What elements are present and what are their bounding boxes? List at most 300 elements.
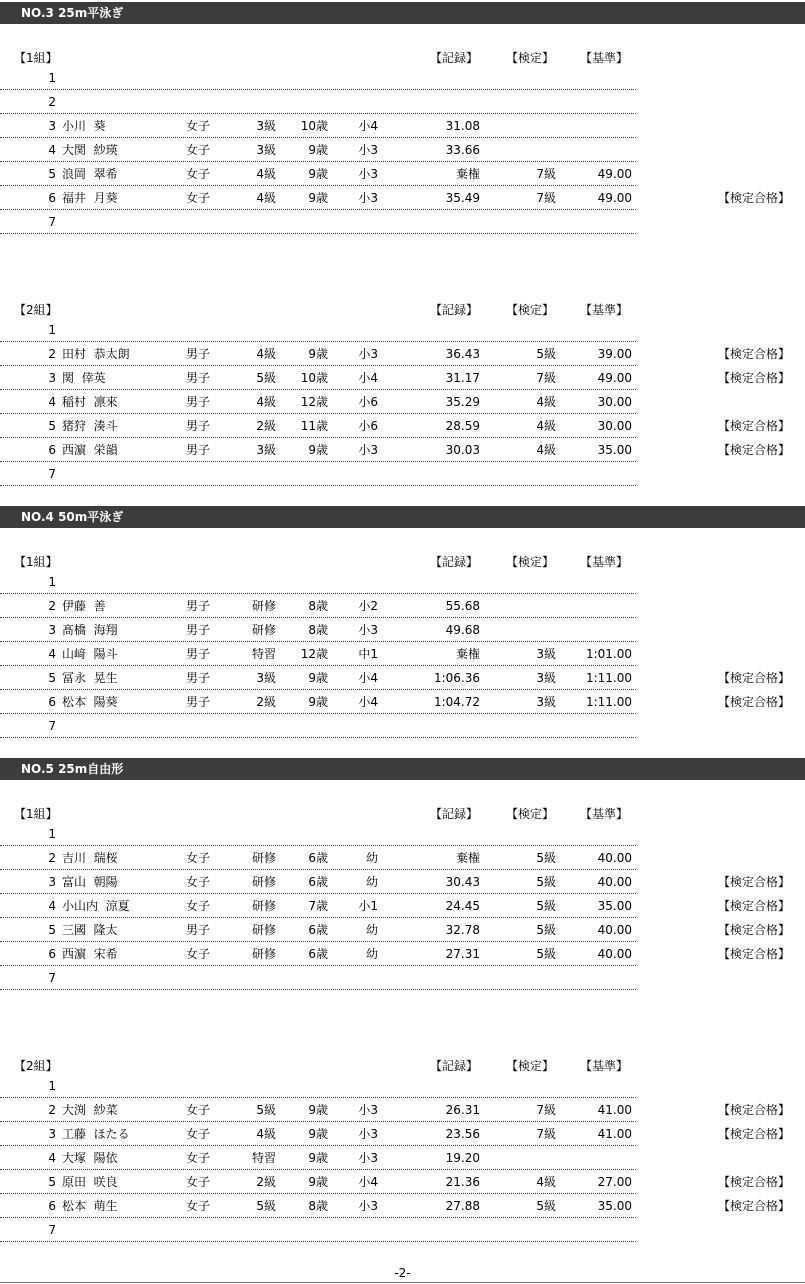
lane-number: 6 [48, 191, 56, 205]
standard-time: 40.00 [597, 947, 632, 961]
test-header: 【検定】 [506, 555, 555, 569]
record-time: 32.78 [445, 923, 480, 937]
school-year: 小4 [358, 371, 378, 385]
age: 9歳 [308, 347, 328, 361]
current-grade: 3級 [256, 443, 276, 457]
school-year [340, 322, 378, 338]
group-label: 【2組】 [14, 1059, 58, 1073]
standard-time [560, 118, 632, 134]
lane-number: 6 [48, 695, 56, 709]
pass-mark [690, 94, 790, 110]
age [286, 1222, 328, 1238]
record-time: 26.31 [445, 1103, 480, 1117]
pass-mark [690, 322, 790, 338]
record-time: 1:06.36 [433, 671, 480, 685]
sex: 男子 [186, 347, 211, 361]
bottom-divider [0, 1282, 805, 1283]
swimmer-name: 西濵 栄韻 [62, 443, 118, 457]
school-year: 小3 [358, 1103, 378, 1117]
current-grade [236, 322, 276, 338]
standard-time [560, 322, 632, 338]
standard-time: 30.00 [597, 395, 632, 409]
lane-number: 7 [48, 719, 56, 733]
event-title-bar: NO.4 50m平泳ぎ [0, 506, 805, 528]
test-grade [510, 1078, 556, 1094]
standard-time [560, 574, 632, 590]
standard-time: 49.00 [597, 191, 632, 205]
record-header: 【記録】 [430, 51, 479, 65]
current-grade: 研修 [251, 875, 276, 889]
swimmer-name: 浪岡 翠希 [62, 167, 118, 181]
current-grade: 2級 [256, 1175, 276, 1189]
table-row [0, 66, 805, 90]
table-row [0, 942, 805, 966]
school-year: 小3 [358, 347, 378, 361]
sex [186, 322, 226, 338]
table-row [0, 846, 805, 870]
standard-time [560, 598, 632, 614]
record-time [400, 718, 480, 734]
school-year: 小6 [358, 419, 378, 433]
swimmer-name: 富山 朝陽 [62, 875, 118, 889]
page-number: -2- [394, 1266, 411, 1280]
test-grade [510, 622, 556, 638]
school-year [340, 970, 378, 986]
age: 6歳 [308, 923, 328, 937]
pass-mark: 【検定合格】 [717, 947, 790, 961]
table-row [0, 894, 805, 918]
standard-time [560, 142, 632, 158]
pass-mark [690, 142, 790, 158]
pass-mark: 【検定合格】 [717, 419, 790, 433]
current-grade [236, 826, 276, 842]
pass-mark: 【検定合格】 [717, 191, 790, 205]
pass-mark: 【検定合格】 [717, 695, 790, 709]
swimmer-name: 冨永 晃生 [62, 671, 118, 685]
lane-number: 1 [48, 575, 56, 589]
standard-time: 30.00 [597, 419, 632, 433]
standard-time: 40.00 [597, 923, 632, 937]
record-time [400, 826, 480, 842]
sex [186, 1222, 226, 1238]
swimmer-name [62, 718, 182, 734]
age: 11歳 [300, 419, 328, 433]
record-time: 棄権 [455, 647, 480, 661]
swimmer-name [62, 214, 182, 230]
sex: 女子 [186, 119, 211, 133]
lane-number: 2 [48, 599, 56, 613]
table-row [0, 714, 805, 738]
table-row [0, 1122, 805, 1146]
standard-time [560, 970, 632, 986]
sex [186, 70, 226, 86]
standard-time [560, 718, 632, 734]
standard-time: 41.00 [597, 1127, 632, 1141]
test-grade: 3級 [536, 671, 556, 685]
swimmer-name: 大塚 陽依 [62, 1151, 118, 1165]
record-header: 【記録】 [430, 807, 479, 821]
school-year [340, 466, 378, 482]
standard-time: 27.00 [597, 1175, 632, 1189]
lane-number: 4 [48, 899, 56, 913]
school-year: 小3 [358, 1151, 378, 1165]
record-time: 19.20 [445, 1151, 480, 1165]
sex: 女子 [186, 1151, 211, 1165]
test-grade: 3級 [536, 647, 556, 661]
age: 8歳 [308, 623, 328, 637]
school-year [340, 1222, 378, 1238]
swimmer-name: 関 倖英 [62, 371, 106, 385]
school-year: 中1 [358, 647, 378, 661]
event-title-bar: NO.3 25m平泳ぎ [0, 2, 805, 24]
pass-mark: 【検定合格】 [717, 899, 790, 913]
test-grade [510, 1222, 556, 1238]
lane-number: 5 [48, 419, 56, 433]
current-grade: 3級 [256, 671, 276, 685]
group-label: 【1組】 [14, 555, 58, 569]
test-grade: 4級 [536, 1175, 556, 1189]
pass-mark: 【検定合格】 [717, 1127, 790, 1141]
test-header: 【検定】 [506, 807, 555, 821]
lane-number: 5 [48, 1175, 56, 1189]
swimmer-name: 松本 陽葵 [62, 695, 118, 709]
record-time: 28.59 [445, 419, 480, 433]
record-time: 35.49 [445, 191, 480, 205]
current-grade [236, 718, 276, 734]
sex: 女子 [186, 1175, 211, 1189]
school-year [340, 1078, 378, 1094]
test-grade: 4級 [536, 419, 556, 433]
pass-mark: 【検定合格】 [717, 1199, 790, 1213]
standard-time: 49.00 [597, 371, 632, 385]
table-row [0, 1098, 805, 1122]
pass-mark: 【検定合格】 [717, 1175, 790, 1189]
pass-mark [690, 1222, 790, 1238]
sex [186, 826, 226, 842]
standard-time [560, 466, 632, 482]
current-grade: 研修 [251, 851, 276, 865]
test-grade [510, 466, 556, 482]
lane-number: 5 [48, 167, 56, 181]
standard-time: 49.00 [597, 167, 632, 181]
school-year: 小6 [358, 395, 378, 409]
age: 9歳 [308, 671, 328, 685]
age: 9歳 [308, 143, 328, 157]
lane-number: 6 [48, 947, 56, 961]
age [286, 970, 328, 986]
test-grade: 3級 [536, 695, 556, 709]
table-row [0, 210, 805, 234]
standard-time [560, 1078, 632, 1094]
age [286, 574, 328, 590]
test-grade: 5級 [536, 923, 556, 937]
age [286, 214, 328, 230]
standard-time: 35.00 [597, 899, 632, 913]
row-divider [0, 485, 636, 486]
swimmer-name: 福井 月葵 [62, 191, 118, 205]
record-time: 30.43 [445, 875, 480, 889]
sex: 男子 [186, 695, 211, 709]
sex: 男子 [186, 647, 211, 661]
lane-number: 2 [48, 1103, 56, 1117]
lane-number: 1 [48, 827, 56, 841]
test-header: 【検定】 [506, 303, 555, 317]
pass-mark [690, 166, 790, 182]
school-year [340, 94, 378, 110]
test-grade [510, 118, 556, 134]
swimmer-name: 田村 恭太朗 [62, 347, 130, 361]
test-grade [510, 214, 556, 230]
school-year: 小3 [358, 443, 378, 457]
sex: 男子 [186, 371, 211, 385]
row-divider [0, 737, 636, 738]
current-grade: 研修 [251, 923, 276, 937]
sex: 女子 [186, 875, 211, 889]
lane-number: 6 [48, 1199, 56, 1213]
swimmer-name [62, 322, 182, 338]
test-grade [510, 70, 556, 86]
swimmer-name: 吉川 瑞桜 [62, 851, 118, 865]
test-grade [510, 598, 556, 614]
record-time: 24.45 [445, 899, 480, 913]
test-grade [510, 574, 556, 590]
test-grade [510, 970, 556, 986]
age: 12歳 [300, 647, 328, 661]
swimmer-name [62, 1222, 182, 1238]
age: 9歳 [308, 443, 328, 457]
school-year: 小4 [358, 671, 378, 685]
table-row [0, 690, 805, 714]
pass-mark [690, 622, 790, 638]
swimmer-name [62, 70, 182, 86]
lane-number: 3 [48, 875, 56, 889]
table-row [0, 1146, 805, 1170]
lane-number: 2 [48, 347, 56, 361]
test-grade [510, 1150, 556, 1166]
table-row [0, 462, 805, 486]
test-grade: 7級 [536, 371, 556, 385]
current-grade [236, 70, 276, 86]
lane-number: 6 [48, 443, 56, 457]
table-row [0, 366, 805, 390]
standard-time [560, 622, 632, 638]
test-grade [510, 142, 556, 158]
row-divider [0, 1241, 636, 1242]
sex: 女子 [186, 1199, 211, 1213]
standard-time: 1:11.00 [585, 671, 632, 685]
pass-mark [690, 970, 790, 986]
table-row [0, 438, 805, 462]
test-grade [510, 322, 556, 338]
swimmer-name: 小川 葵 [62, 119, 106, 133]
age [286, 322, 328, 338]
swimmer-name: 大渕 紗菜 [62, 1103, 118, 1117]
sex [186, 1078, 226, 1094]
school-year: 幼 [365, 851, 378, 865]
pass-mark [690, 1150, 790, 1166]
current-grade [236, 1078, 276, 1094]
standard-time [560, 214, 632, 230]
table-row [0, 822, 805, 846]
age [286, 1078, 328, 1094]
age: 9歳 [308, 191, 328, 205]
current-grade [236, 1222, 276, 1238]
table-row [0, 138, 805, 162]
pass-mark: 【検定合格】 [717, 923, 790, 937]
table-row [0, 918, 805, 942]
test-header: 【検定】 [506, 51, 555, 65]
standard-time: 40.00 [597, 851, 632, 865]
swimmer-name: 稲村 凛來 [62, 395, 118, 409]
pass-mark [690, 598, 790, 614]
current-grade [236, 574, 276, 590]
school-year: 小4 [358, 695, 378, 709]
age: 9歳 [308, 695, 328, 709]
age [286, 466, 328, 482]
age [286, 70, 328, 86]
lane-number: 3 [48, 1127, 56, 1141]
test-grade: 7級 [536, 167, 556, 181]
school-year: 小4 [358, 119, 378, 133]
table-row [0, 318, 805, 342]
age [286, 718, 328, 734]
swimmer-name: 大関 紗瑛 [62, 143, 118, 157]
standard-time: 1:11.00 [585, 695, 632, 709]
school-year: 小4 [358, 1175, 378, 1189]
test-grade: 4級 [536, 395, 556, 409]
test-grade [510, 826, 556, 842]
test-grade [510, 94, 556, 110]
test-grade: 7級 [536, 191, 556, 205]
table-row [0, 1194, 805, 1218]
lane-number: 1 [48, 323, 56, 337]
age [286, 826, 328, 842]
record-time [400, 322, 480, 338]
sex [186, 574, 226, 590]
pass-mark: 【検定合格】 [717, 1103, 790, 1117]
current-grade: 3級 [256, 119, 276, 133]
record-time: 36.43 [445, 347, 480, 361]
group-label: 【1組】 [14, 51, 58, 65]
age [286, 94, 328, 110]
swimmer-name [62, 574, 182, 590]
current-grade: 特習 [251, 1151, 276, 1165]
record-time: 30.03 [445, 443, 480, 457]
standard-time: 35.00 [597, 1199, 632, 1213]
school-year: 小3 [358, 1127, 378, 1141]
swimmer-name [62, 1078, 182, 1094]
swimmer-name: 原田 咲良 [62, 1175, 118, 1189]
swimmer-name: 伊藤 善 [62, 599, 106, 613]
group-label: 【1組】 [14, 807, 58, 821]
group-label: 【2組】 [14, 303, 58, 317]
age: 10歳 [300, 119, 328, 133]
test-grade: 7級 [536, 1127, 556, 1141]
test-header: 【検定】 [506, 1059, 555, 1073]
lane-number: 2 [48, 95, 56, 109]
swimmer-name [62, 94, 182, 110]
standard-time [560, 1150, 632, 1166]
pass-mark: 【検定合格】 [717, 371, 790, 385]
record-time: 55.68 [445, 599, 480, 613]
current-grade: 4級 [256, 1127, 276, 1141]
pass-mark [690, 826, 790, 842]
age: 9歳 [308, 1151, 328, 1165]
record-time [400, 1222, 480, 1238]
school-year: 小3 [358, 143, 378, 157]
record-time: 棄権 [455, 167, 480, 181]
school-year: 小1 [358, 899, 378, 913]
record-time: 23.56 [445, 1127, 480, 1141]
school-year: 小3 [358, 1199, 378, 1213]
age: 6歳 [308, 851, 328, 865]
standard-time: 39.00 [597, 347, 632, 361]
pass-mark [690, 718, 790, 734]
standard-header: 【基準】 [580, 303, 629, 317]
standard-time [560, 94, 632, 110]
pass-mark [690, 466, 790, 482]
sex: 女子 [186, 1103, 211, 1117]
lane-number: 4 [48, 143, 56, 157]
test-grade: 5級 [536, 899, 556, 913]
record-time [400, 70, 480, 86]
lane-number: 4 [48, 1151, 56, 1165]
age: 9歳 [308, 1175, 328, 1189]
lane-number: 3 [48, 371, 56, 385]
standard-header: 【基準】 [580, 807, 629, 821]
swimmer-name [62, 826, 182, 842]
pass-mark [690, 214, 790, 230]
standard-time: 1:01.00 [585, 647, 632, 661]
sex: 男子 [186, 623, 211, 637]
test-grade: 5級 [536, 947, 556, 961]
record-header: 【記録】 [430, 1059, 479, 1073]
table-row [0, 570, 805, 594]
sex: 男子 [186, 671, 211, 685]
sex: 男子 [186, 599, 211, 613]
sex: 女子 [186, 167, 211, 181]
lane-number: 7 [48, 971, 56, 985]
sex: 男子 [186, 395, 211, 409]
pass-mark [690, 394, 790, 410]
table-row [0, 390, 805, 414]
table-row [0, 966, 805, 990]
swimmer-name: 猪狩 湊斗 [62, 419, 118, 433]
sex: 女子 [186, 899, 211, 913]
current-grade: 2級 [256, 419, 276, 433]
standard-header: 【基準】 [580, 51, 629, 65]
current-grade: 4級 [256, 167, 276, 181]
current-grade: 研修 [251, 599, 276, 613]
current-grade: 5級 [256, 1103, 276, 1117]
lane-number: 5 [48, 671, 56, 685]
sex [186, 970, 226, 986]
age: 7歳 [308, 899, 328, 913]
table-row [0, 1170, 805, 1194]
lane-number: 1 [48, 71, 56, 85]
standard-time: 35.00 [597, 443, 632, 457]
pass-mark [690, 70, 790, 86]
lane-number: 4 [48, 647, 56, 661]
lane-number: 4 [48, 395, 56, 409]
pass-mark: 【検定合格】 [717, 443, 790, 457]
school-year [340, 214, 378, 230]
sex: 女子 [186, 191, 211, 205]
current-grade: 4級 [256, 347, 276, 361]
pass-mark: 【検定合格】 [717, 671, 790, 685]
standard-time: 40.00 [597, 875, 632, 889]
age: 8歳 [308, 1199, 328, 1213]
